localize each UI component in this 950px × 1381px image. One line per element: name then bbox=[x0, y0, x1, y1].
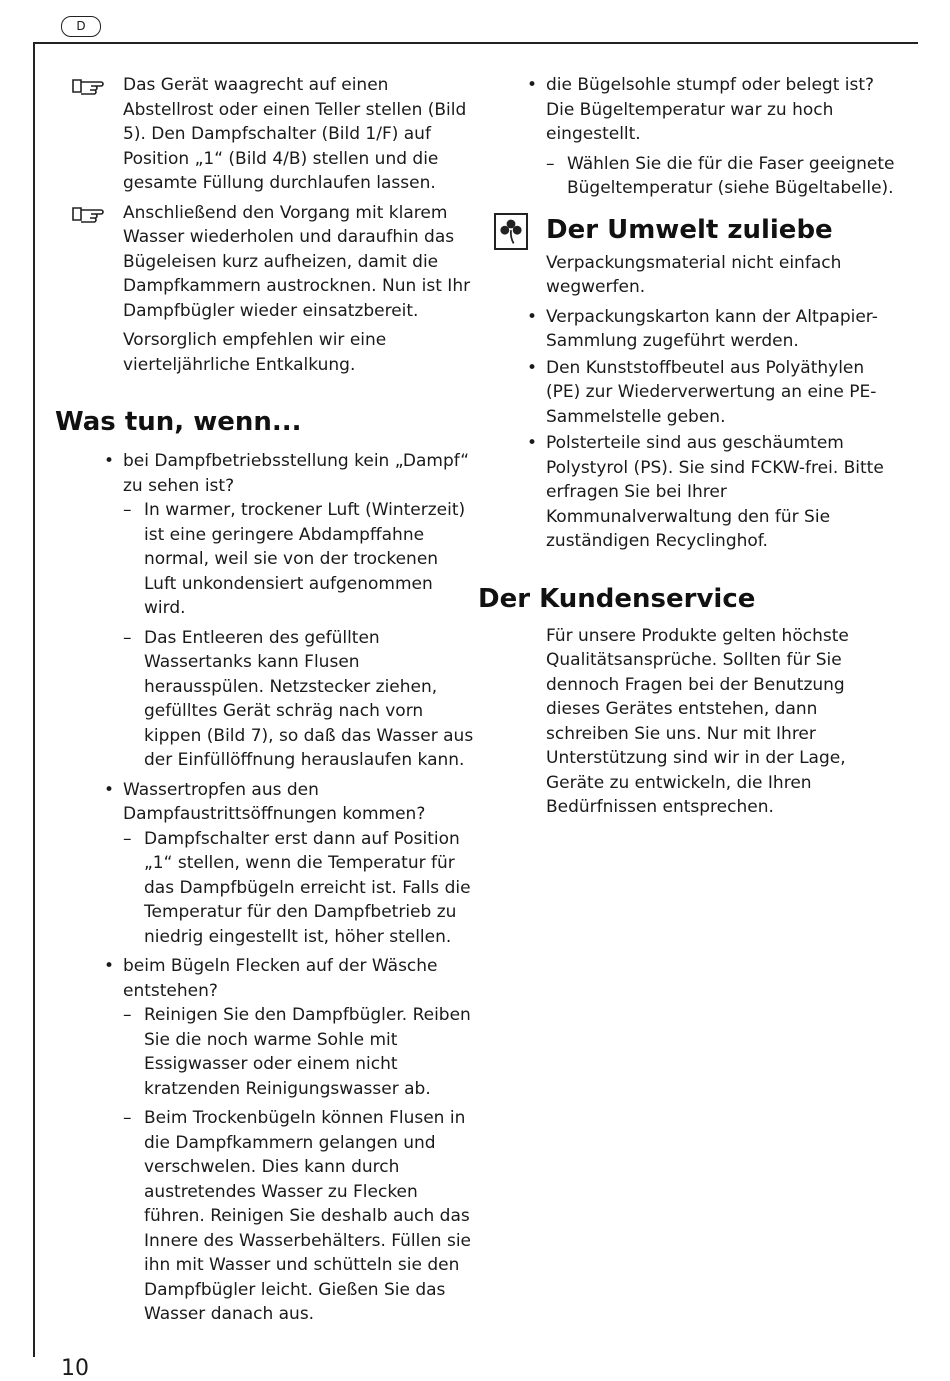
faq-question bbox=[55, 778, 475, 827]
faq-answer-text: Beim Trockenbügeln können Flusen in die Dampfkammern gelangen und verschwelen. Dies kann durch austretendes Wasser zu Flecken führen. Reinigen Sie deshalb auch das Innere des Wasserbehälters. Füllen sie ihn mit Wasser und schütteln sie den Dampfbügler leicht. Gießen Sie das Wasser danach aus. bbox=[144, 1108, 472, 1324]
faq-answer-text: Dampfschalter erst dann auf Position „1“ stellen, wenn die Temperatur für das Dampfbügeln erreicht ist. Falls die Temperatur für den Dampfbetrieb zu niedrig eingestellt ist, höher stellen. bbox=[144, 828, 471, 947]
environment-bullet-text: Den Kunststoffbeutel aus Polyäthylen (PE) zur Wiederverwertung an eine PE-Sammelstelle geben. bbox=[546, 357, 877, 427]
dash-icon: – bbox=[123, 1108, 132, 1128]
dash-icon: – bbox=[123, 1005, 132, 1025]
dash-icon: – bbox=[123, 627, 132, 648]
faq-question-text: bei Dampfbetriebsstellung kein „Dampf“ zu sehen ist? bbox=[123, 451, 470, 496]
environment-bullet-text: Verpackungskarton kann der Altpapier-Sammlung zugeführt werden. bbox=[546, 306, 878, 351]
faq-answer bbox=[55, 626, 475, 773]
faq-answer-text: Wählen Sie die für die Faser geeignete Bügeltemperatur (siehe Bügeltabelle). bbox=[567, 153, 895, 198]
dash-icon: – bbox=[123, 500, 132, 520]
bullet-icon: • bbox=[527, 433, 538, 453]
page-number: 10 bbox=[61, 1356, 89, 1381]
environment-bullet bbox=[478, 356, 898, 430]
bullet-icon: • bbox=[527, 357, 538, 378]
clover-icon bbox=[494, 213, 528, 250]
faq-question bbox=[478, 73, 898, 147]
hand-note-text: Anschließend den Vorgang mit klarem Wasser wiederholen und daraufhin das Bügeleisen kurz aufheizen, damit die Dampfkammern austrocknen. Nun ist Ihr Dampfbügler wieder einsatzbereit. bbox=[123, 202, 471, 321]
hand-note bbox=[55, 201, 475, 324]
right-column bbox=[478, 73, 898, 820]
margin-rule bbox=[33, 42, 35, 1357]
faq-answer bbox=[478, 152, 898, 201]
environment-bullet-text: Polsterteile sind aus geschäumtem Polystyrol (PS). Sie sind FCKW-frei. Bitte erfragen Sie bei Ihrer Kommunalverwaltung den für Sie zuständigen Recyclinghof. bbox=[546, 433, 884, 551]
bullet-icon: • bbox=[104, 956, 115, 976]
dash-icon: – bbox=[546, 153, 555, 174]
customer-service-text: Für unsere Produkte gelten höchste Qualitätsansprüche. Sollten für Sie dennoch Fragen bei der Benutzung dieses Gerätes entstehen, dann schreiben Sie uns. Nur mit Ihrer Unterstützung sind wir in der Lage, Geräte zu entwickeln, die Ihren Bedürfnissen entsprechen. bbox=[546, 625, 849, 817]
dash-icon: – bbox=[123, 828, 132, 849]
bullet-icon: • bbox=[104, 451, 115, 471]
faq-answer bbox=[55, 498, 475, 621]
pointing-hand-icon bbox=[71, 202, 105, 224]
hand-note-text: Das Gerät waagrecht auf einen Abstellrost oder einen Teller stellen (Bild 5). Den Dampfschalter (Bild 1/F) auf Position „1“ (Bild 4/B) stellen und die gesamte Füllung durchlaufen lassen. bbox=[123, 75, 467, 193]
faq-answer-text: Reinigen Sie den Dampfbügler. Reiben Sie die noch warme Sohle mit Essigwasser oder einem nicht kratzenden Reinigungswasser ab. bbox=[144, 1005, 471, 1099]
environment-bullet bbox=[478, 431, 898, 554]
faq-question-text: die Bügelsohle stumpf oder belegt ist? Die Bügeltemperatur war zu hoch eingestellt. bbox=[546, 75, 875, 144]
faq-question bbox=[55, 449, 475, 498]
bullet-icon: • bbox=[104, 779, 115, 800]
faq-question bbox=[55, 954, 475, 1003]
language-badge: D bbox=[61, 16, 101, 37]
faq-answer-text: Das Entleeren des gefüllten Wassertanks kann Flusen herausspülen. Netzstecker ziehen, gefülltes Gerät schräg nach vorn kippen (Bild 7), so daß das Wasser aus der Einfüllöffnung herauslaufen kann. bbox=[144, 627, 474, 770]
pointing-hand-icon bbox=[71, 74, 105, 96]
faq-answer bbox=[55, 1106, 475, 1327]
section-title-customer-service: Der Kundenservice bbox=[478, 583, 756, 614]
environment-bullet bbox=[478, 305, 898, 354]
faq-answer-text: In warmer, trockener Luft (Winterzeit) ist eine geringere Abdampffahne normal, weil sie von der trockenen Luft unkondensiert aufgenommen wird. bbox=[144, 500, 466, 618]
left-column bbox=[55, 73, 475, 1327]
faq-question-text: Wassertropfen aus den Dampfaustrittsöffnungen kommen? bbox=[123, 779, 426, 824]
bullet-icon: • bbox=[527, 306, 538, 327]
header-rule bbox=[33, 42, 918, 44]
faq-question-text: beim Bügeln Flecken auf der Wäsche entstehen? bbox=[123, 956, 438, 1001]
bullet-icon: • bbox=[527, 75, 538, 95]
environment-intro: Verpackungsmaterial nicht einfach wegwerfen. bbox=[546, 252, 842, 297]
section-title-troubleshooting: Was tun, wenn... bbox=[55, 407, 302, 437]
faq-answer bbox=[55, 827, 475, 950]
hand-note-followup: Vorsorglich empfehlen wir eine vierteljährliche Entkalkung. bbox=[123, 330, 387, 375]
faq-answer bbox=[55, 1003, 475, 1101]
environment-header bbox=[478, 213, 898, 251]
section-title-environment: Der Umwelt zuliebe bbox=[546, 214, 833, 245]
hand-note bbox=[55, 73, 475, 196]
